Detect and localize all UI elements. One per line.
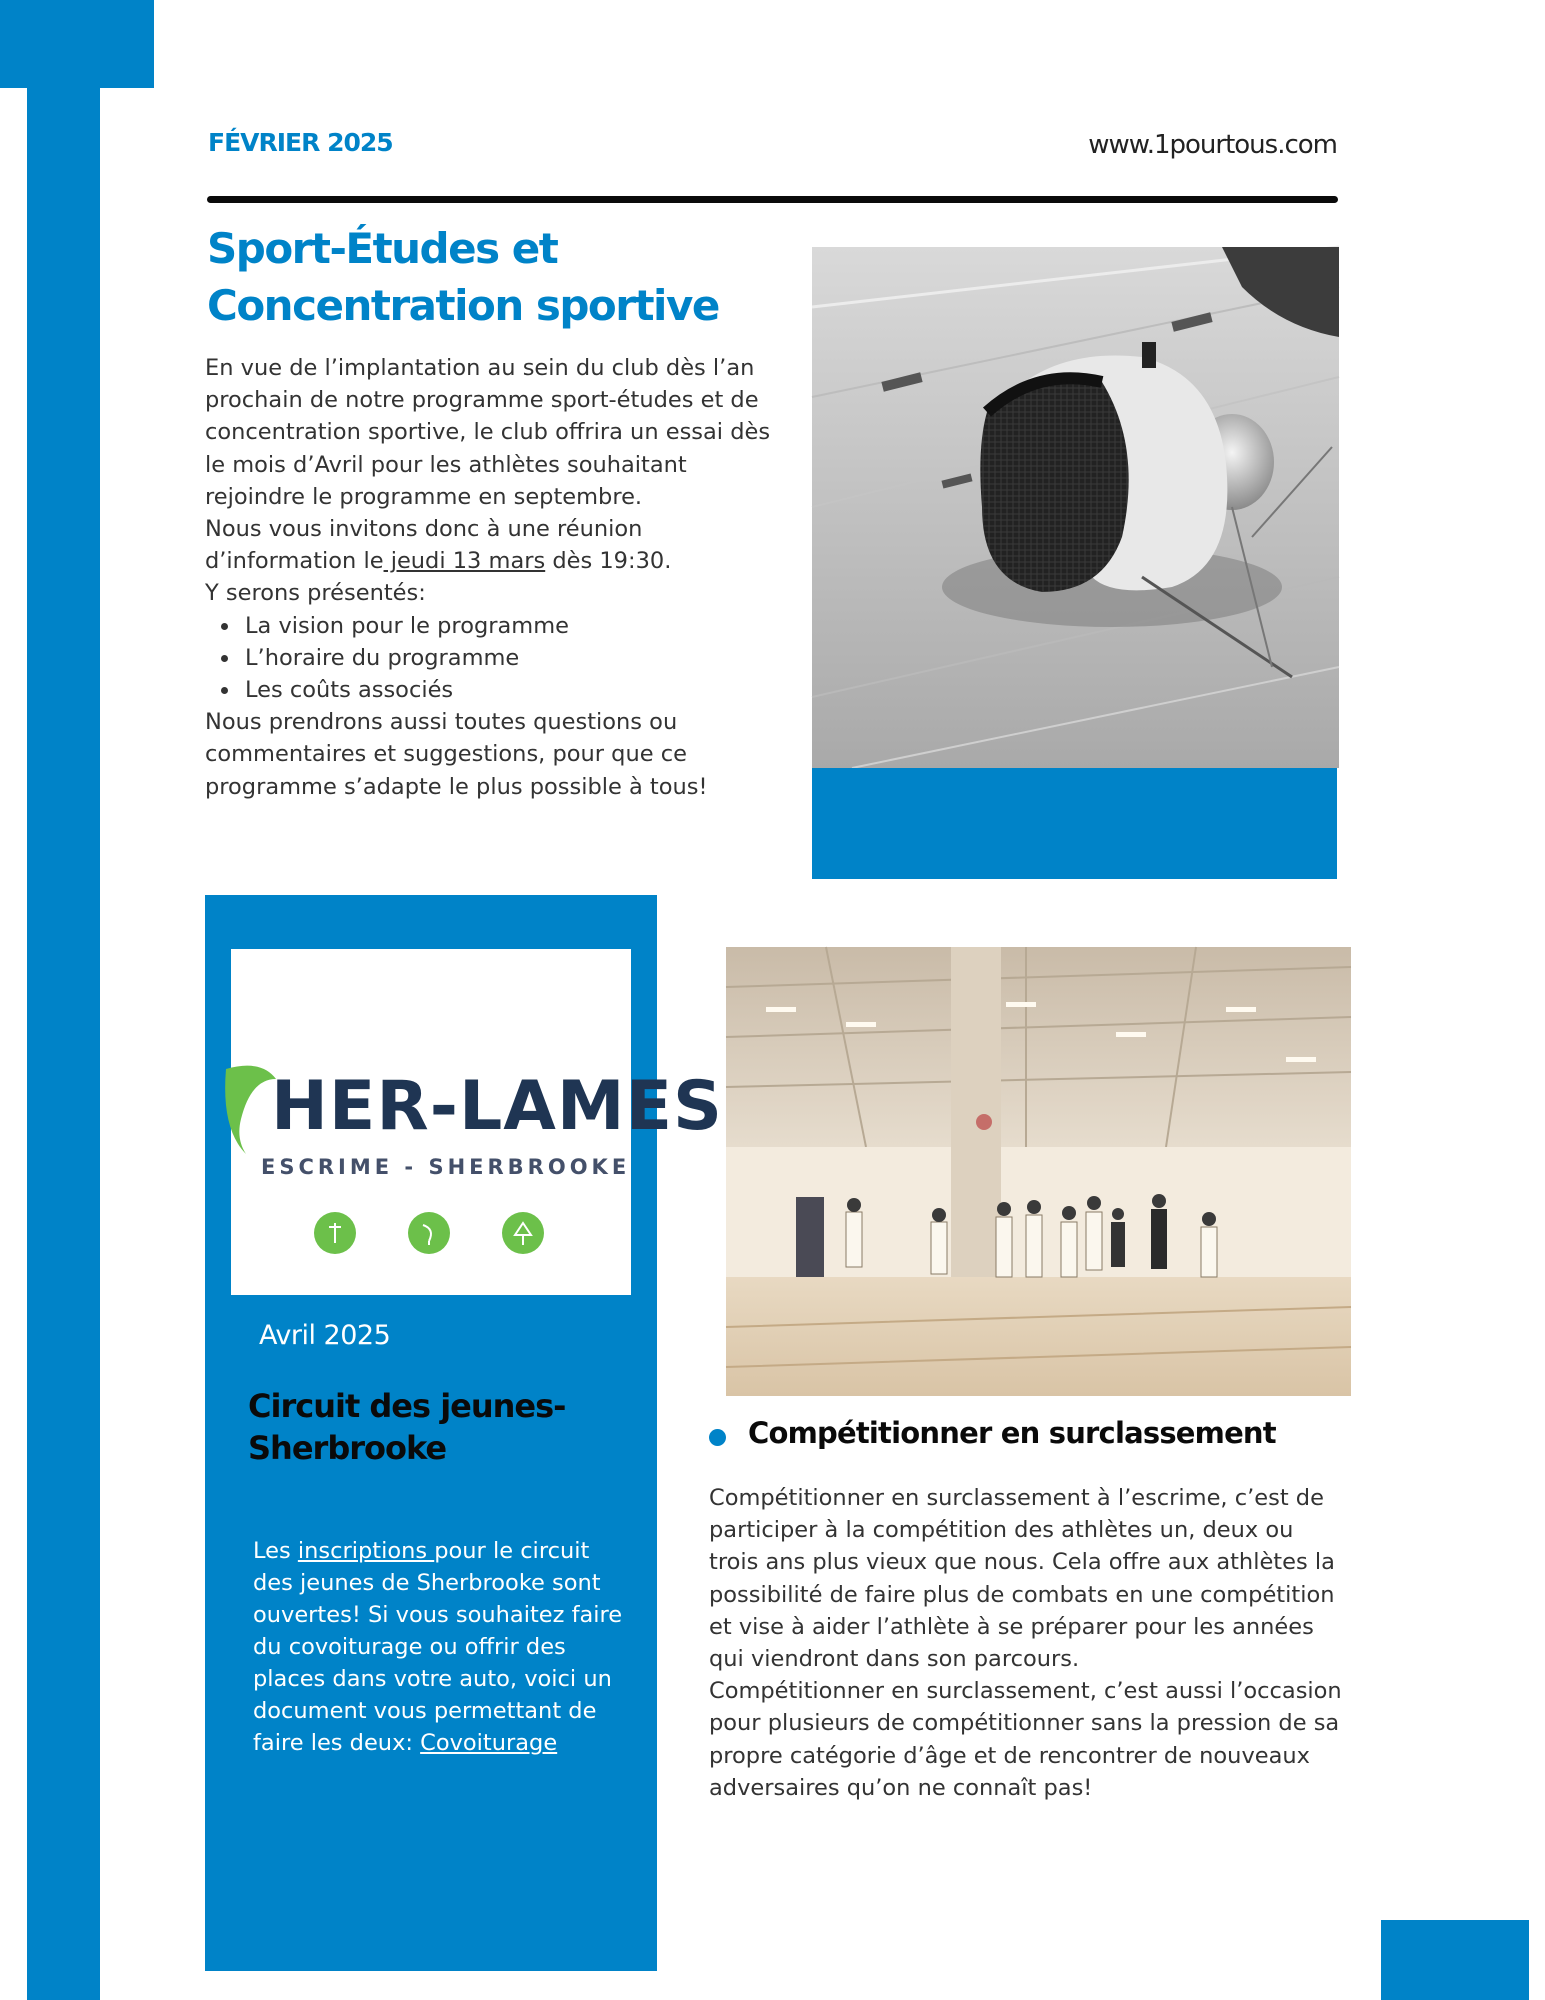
logo-title: HER-LAMES [271,1067,723,1146]
issue-date: FÉVRIER 2025 [208,128,393,157]
decor-left-bar [27,88,100,2000]
section-surclassement-title: Compétitionner en surclassement [748,1416,1276,1450]
list-item: • La vision pour le programme [241,610,775,642]
list-item: • L’horaire du programme [241,642,775,674]
logo-dots-icon [311,1211,551,1255]
fencing-mask-photo [812,247,1339,768]
fencing-mask-image [812,247,1339,768]
meeting-date-link[interactable]: jeudi 13 mars [383,548,546,575]
topics-list [205,610,775,707]
circuit-text-2: pour le circuit des jeunes de Sherbrooke sont ouvertes! Si vous souhaitez faire du covoiturage ou offrir des places dans votre auto, voici un document vous permettant de faire les deux: [253,1538,623,1756]
list-item: • Les coûts associés [241,674,775,706]
section-sport-etudes-title [207,220,787,334]
meeting-time: dès 19:30. [545,548,672,575]
header-divider [207,196,1338,203]
covoiturage-link[interactable]: Covoiturage [420,1730,558,1756]
club-logo [231,949,723,1295]
logo-subtitle: ESCRIME - SHERBROOKE [261,1155,631,1179]
meeting-text: Nous vous invitons donc à une réunion d’information le [205,516,643,575]
section-sport-etudes-body [205,352,775,803]
photo-caption-band [812,768,1337,879]
decor-bottom-right-block [1381,1920,1529,2000]
intro-paragraph: En vue de l’implantation au sein du club dès l’an prochain de notre programme sport-études et de concentration sportive, le club offrira un essai dès le mois d’Avril pour les athlètes souhaitant rejoindre le programme en septembre. [205,355,771,510]
website-link[interactable]: www.1pourtous.com [1088,130,1337,160]
decor-top-block [0,0,154,88]
circuit-title: Circuit des jeunes-Sherbrooke [248,1387,566,1467]
section-bullet-icon [709,1429,726,1446]
title-line-1: Sport-Études et [207,224,558,273]
inscriptions-link[interactable]: inscriptions [297,1538,435,1564]
circuit-body [253,1535,633,1759]
presented-heading: Y serons présentés: [205,580,426,607]
meeting-paragraph [205,513,775,577]
surclassement-paragraph-1: Compétitionner en surclassement à l’escrime, c’est de participer à la compétition des athlètes un, deux ou trois ans plus vieux que nous. Cela offre aux athlètes la possibilité de faire plus de combats en une compétition et vise à aider l’athlète à se préparer pour les années qui viendront dans son parcours. [709,1485,1335,1673]
circuit-text-1: Les [253,1538,298,1564]
section-surclassement-body [709,1482,1349,1804]
fencing-hall-image [726,947,1351,1396]
title-line-2: Concentration sportive [207,281,719,330]
fencing-hall-photo [726,947,1351,1396]
circuit-date: Avril 2025 [259,1320,391,1351]
surclassement-paragraph-2: Compétitionner en surclassement, c’est aussi l’occasion pour plusieurs de compétitionner sans la pression de sa propre catégorie d’âge et de rencontrer de nouveaux adversaires qu’on ne connaît pas! [709,1678,1342,1801]
closing-paragraph: Nous prendrons aussi toutes questions ou commentaires et suggestions, pour que ce programme s’adapte le plus possible à tous! [205,709,708,800]
